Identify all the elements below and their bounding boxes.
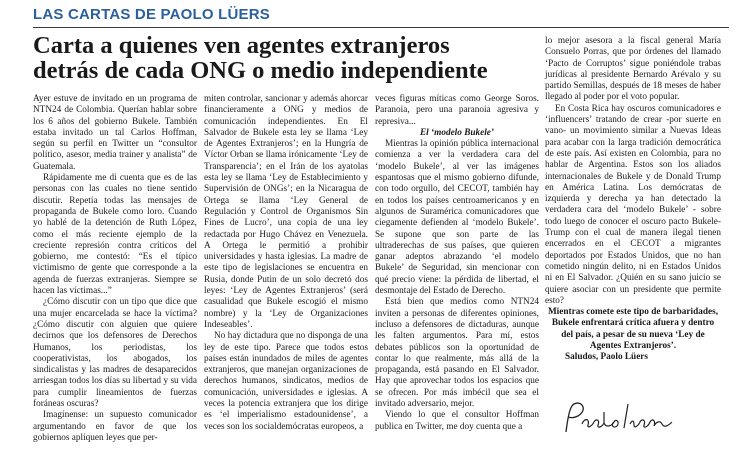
section-kicker: LAS CARTAS DE PAOLO LÜERS [33,6,270,23]
paragraph: veces figuras míticas como George Soros. Paranoia, pero una paranoia agresiva y represiva... [375,94,539,127]
sign-off: Saludos, Paolo Lüers [565,352,649,363]
column-3 [375,94,539,433]
paragraph: Está bien que medios como NTN24 inviten a personas de diferentes opiniones, incluso a defensores de dictaduras, aunque les falten argumentos. Para mí, estos debates públicos son la oportunidad de contar lo que realmente, más allá de la propaganda, está pasando en El Salvador. Hay que aprovechar todos los espacios que se ofrecen. Por más imbécil que sea el invitado adversario, mejor. [375,297,539,410]
column-4 [545,36,721,364]
paragraph: lo mejor asesora a la fiscal general María Consuelo Porras, que por órdenes del llamado ‘Pacto de Corruptos’ sigue poniéndole trabas jurídicas al presidente Bernardo Arévalo y su partido Semillas, después de 18 meses de haber llegado al poder por el voto popular. [545,36,721,103]
closing-statement: Mientras comete este tipo de barbaridades, Bukele enfrentará crítica afuera y dentro del país, a pesar de su nueva ‘Ley de Agentes Extranjeros’. [547,307,719,352]
paragraph: Imagínense: un supuesto comunicador argumentando en favor de que los gobiernos apliquen leyes que per- [33,410,197,443]
column-2 [204,94,368,433]
paragraph: En Costa Rica hay oscuros comunicadores e ‘influencers’ tratando de crear -por suerte en vano- un movimiento similar a Nuevas Ideas para acabar con la larga tradición democrática de este país. Así existen en Colombia, para no hablar de Argentina. Estos son los aliados internacionales de Bukele y de Donald Trump en América Latina. Los demócratas de izquierda y derecha ya han detectado la verdadera cara del ‘modelo Bukele’ - sobre todo luego de conocer el oscuro pacto Bukele-Trump con el cual de manera ilegal tienen encerrados en el CECOT a migrantes deportados por Estados Unidos, que no han cometido ningún delito, ni en Estados Unidos ni en El Salvador. ¿Quién en su sano juicio se quiere asociar con un presidente que permite esto? [545,103,721,306]
handwritten-signature [560,398,680,438]
paragraph: Mientras la opinión pública internacional comienza a ver la verdadera cara del ‘modelo Bukele’, al ver las imágenes espantosas que el mismo gobierno difunde, con todo orgullo, del CECOT, también hay en todos los países centroamericanos y en algunos de Suramérica comunicadores que ciegamente defienden al ‘modelo Bukele’. Se supone que son parte de las ultraderechas de sus países, que quieren ganar adeptos abrazando ‘el modelo Bukele’ de Seguridad, sin mencionar con qué precio viene: la pérdida de libertad, el desmontaje del Estado de Derecho. [375,139,539,297]
column-1 [33,94,197,444]
subheading: El ‘modelo Bukele’ [420,127,494,138]
paragraph: Ayer estuve de invitado en un programa de NTN24 de Colombia. Querían hablar sobre los 6 años del gobierno Bukele. También estaba invitado un tal Carlos Hoffman, según su perfil en Twitter un “consultor político, asesor, media trainer y analista” de Guatemala. [33,94,197,172]
paragraph: No hay dictadura que no disponga de una ley de este tipo. Parece que todos estos países están inundados de miles de agentes extranjeros, que manejan organizaciones de derechos humanos, sindicatos, medios de comunicación, universidades e iglesias. A veces la potencia extranjera que los dirige es ‘el imperialismo estadounidense’, a veces son los socialdemócratas europeos, a [204,331,368,432]
article-headline: Carta a quienes ven agentes extranjeros detrás de cada ONG o medio independiente [33,32,488,84]
paragraph: Viendo lo que el consultor Hoffman publica en Twitter, me doy cuenta que a [375,410,539,432]
header-rule [33,27,729,28]
paragraph: miten controlar, sancionar y además ahorcar financieramente a ONG y medios de comunicación independientes. En El Salvador de Bukele esta ley se llama ‘Ley de Agentes Extranjeros’; en la Hungría de Víctor Orban se llama irónicamente ‘Ley de Transparencia’; en el Irán de los ayatolas esta ley se llama ‘Ley de Establecimiento y Supervisión de ONGs’; en la Nicaragua de Ortega se llama ‘Ley General de Regulación y Control de Organismos Sin Fines de Lucro’, una copia de una ley redactada por Hugo Chávez en Venezuela. A Ortega le permitió a prohibir universidades y hasta iglesias. La madre de este tipo de legislaciones se encuentra en Rusia, donde Putin de un solo decretó dos leyes: ‘Ley de Agentes Extranjeros’ (será casualidad que Bukele escogió el mismo nombre) y la ‘Ley de Organizaciones Indeseables’. [204,94,368,330]
paragraph: ¿Cómo discutir con un tipo que dice que una mujer encarcelada se hace la víctima? ¿Cómo discutir con alguien que quiere decirnos que los defensores de Derechos Humanos, los periodistas, los cooperativistas, los abogados, los sindicalistas y las madres de desaparecidos arriesgan todos los días su libertad y su vida para cumplir lineamientos de fuerzas foráneas oscuras? [33,297,197,410]
paragraph: Rápidamente me di cuenta que es de las personas con las cuales no tiene sentido discutir. Repetía todas las mensajes de propaganda de Bukele como loro. Cuando yo hablé de la detención de Ruth López, como el más reciente ejemplo de la creciente represión contra críticos del gobierno, me contestó: “Es el típico victimismo de gente que corresponde a la agenda de fuerzas extranjeras. Siempre se hacen las víctimas...” [33,173,197,297]
